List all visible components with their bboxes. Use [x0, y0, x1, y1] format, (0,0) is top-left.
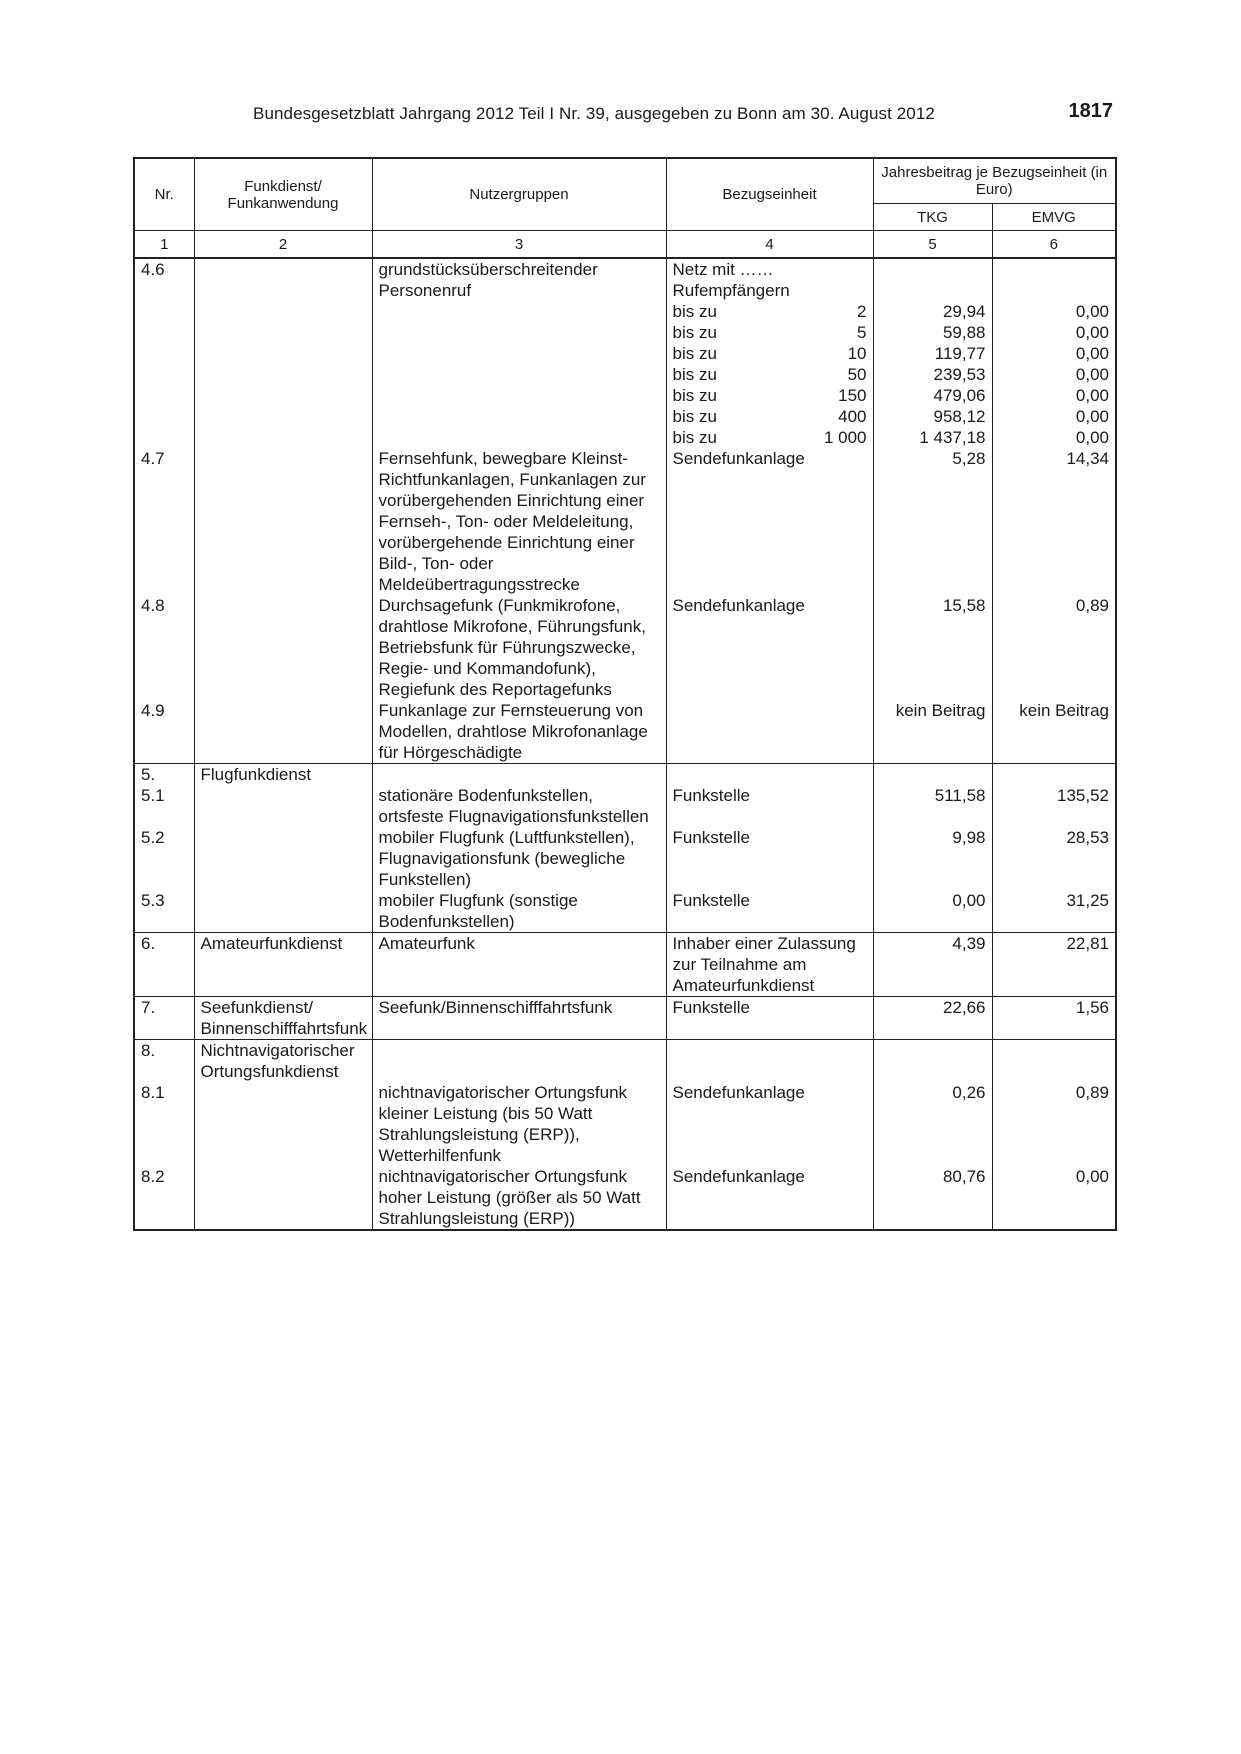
unit-wrap — [673, 448, 867, 469]
cell-emvg: 0,00 — [992, 385, 1116, 406]
cell-service: Seefunkdienst/ Binnenschifffahrtsfunk — [194, 997, 372, 1040]
cell-group: Funkanlage zur Fernsteuerung von Modellen, drahtlose Mikrofonanlage für Hörgeschädigte — [372, 700, 666, 764]
col-number: 2 — [194, 231, 372, 259]
table-row — [134, 997, 1116, 1040]
cell-service — [194, 785, 372, 827]
unit-quantity: 50 — [847, 365, 867, 384]
cell-unit — [666, 1040, 873, 1083]
col-header-bezugseinheit: Bezugseinheit — [666, 158, 873, 231]
table-row — [134, 1040, 1116, 1083]
table-row — [134, 827, 1116, 890]
cell-nr: 5. — [134, 764, 194, 786]
col-number: 6 — [992, 231, 1116, 259]
cell-service — [194, 700, 372, 764]
cell-unit — [666, 258, 873, 301]
cell-unit — [666, 785, 873, 827]
cell-tkg: 479,06 — [873, 385, 992, 406]
unit-wrap — [673, 785, 867, 806]
cell-group — [372, 343, 666, 364]
unit-label: Sendefunkanlage — [672, 1083, 805, 1102]
cell-unit — [666, 997, 873, 1040]
cell-nr — [134, 385, 194, 406]
cell-unit — [666, 764, 873, 786]
unit-label: Funkstelle — [672, 828, 750, 847]
cell-group — [372, 364, 666, 385]
cell-tkg: 15,58 — [873, 595, 992, 700]
cell-emvg: 22,81 — [992, 933, 1116, 997]
table-row — [134, 301, 1116, 322]
cell-tkg: 119,77 — [873, 343, 992, 364]
col-number: 3 — [372, 231, 666, 259]
cell-service — [194, 301, 372, 322]
col-header-nr: Nr. — [134, 158, 194, 231]
cell-group: Amateurfunk — [372, 933, 666, 997]
unit-wrap — [673, 1166, 867, 1187]
cell-group — [372, 406, 666, 427]
cell-nr — [134, 406, 194, 427]
page-number: 1817 — [1068, 100, 1113, 122]
unit-label: bis zu — [672, 428, 717, 447]
table-row — [134, 700, 1116, 764]
cell-unit — [666, 1082, 873, 1166]
unit-quantity: 5 — [857, 323, 867, 342]
cell-unit — [666, 385, 873, 406]
cell-nr: 6. — [134, 933, 194, 997]
col-header-tkg: TKG — [873, 204, 992, 231]
unit-wrap — [673, 933, 867, 996]
cell-service — [194, 448, 372, 595]
cell-nr: 4.9 — [134, 700, 194, 764]
table-row — [134, 385, 1116, 406]
cell-service — [194, 1166, 372, 1230]
cell-group: mobiler Flugfunk (Luftfunkstellen), Flugnavigationsfunk (bewegliche Funkstellen) — [372, 827, 666, 890]
cell-service: Flugfunkdienst — [194, 764, 372, 786]
cell-group: Seefunk/Binnenschifffahrtsfunk — [372, 997, 666, 1040]
cell-tkg: 29,94 — [873, 301, 992, 322]
col-number: 1 — [134, 231, 194, 259]
table-row — [134, 406, 1116, 427]
fee-table — [133, 157, 1117, 1231]
cell-emvg: 0,00 — [992, 301, 1116, 322]
cell-tkg: 239,53 — [873, 364, 992, 385]
unit-wrap — [673, 322, 867, 343]
unit-wrap — [673, 827, 867, 848]
cell-tkg — [873, 764, 992, 786]
cell-group: Durchsagefunk (Funkmikrofone, drahtlose Mikrofone, Führungsfunk, Betriebsfunk für Führungszwecke, Regie- und Kommandofunk), Regiefunk des Reportagefunks — [372, 595, 666, 700]
unit-label: bis zu — [672, 302, 717, 321]
cell-unit — [666, 427, 873, 448]
cell-service: Amateurfunkdienst — [194, 933, 372, 997]
unit-wrap — [673, 595, 867, 616]
cell-emvg: 28,53 — [992, 827, 1116, 890]
col-header-emvg: EMVG — [992, 204, 1116, 231]
table-row — [134, 364, 1116, 385]
cell-tkg: 0,26 — [873, 1082, 992, 1166]
cell-nr: 8.2 — [134, 1166, 194, 1230]
cell-tkg: 511,58 — [873, 785, 992, 827]
cell-emvg: 1,56 — [992, 997, 1116, 1040]
table-row — [134, 1166, 1116, 1230]
table-row — [134, 933, 1116, 997]
cell-nr — [134, 322, 194, 343]
cell-emvg: 135,52 — [992, 785, 1116, 827]
unit-label: bis zu — [672, 323, 717, 342]
cell-service — [194, 258, 372, 301]
cell-service — [194, 406, 372, 427]
cell-nr — [134, 364, 194, 385]
cell-emvg — [992, 1040, 1116, 1083]
unit-wrap — [673, 343, 867, 364]
cell-unit — [666, 343, 873, 364]
unit-wrap — [673, 259, 867, 301]
unit-quantity: 10 — [847, 344, 867, 363]
cell-group — [372, 322, 666, 343]
cell-group — [372, 427, 666, 448]
cell-group — [372, 1040, 666, 1083]
cell-tkg: 1 437,18 — [873, 427, 992, 448]
cell-group: grundstücksüberschreitender Personenruf — [372, 258, 666, 301]
unit-wrap — [673, 406, 867, 427]
cell-service — [194, 343, 372, 364]
cell-service — [194, 595, 372, 700]
table-row — [134, 890, 1116, 933]
cell-unit — [666, 933, 873, 997]
unit-label: Funkstelle — [672, 998, 750, 1017]
table-body — [134, 258, 1116, 1230]
table-row — [134, 322, 1116, 343]
unit-wrap — [673, 890, 867, 911]
cell-nr: 7. — [134, 997, 194, 1040]
cell-emvg: 0,00 — [992, 427, 1116, 448]
unit-wrap — [673, 1082, 867, 1103]
cell-nr: 4.6 — [134, 258, 194, 301]
cell-group — [372, 764, 666, 786]
unit-wrap — [673, 364, 867, 385]
cell-service — [194, 385, 372, 406]
cell-emvg: 0,00 — [992, 322, 1116, 343]
cell-emvg: 0,00 — [992, 1166, 1116, 1230]
unit-quantity: 400 — [838, 407, 867, 426]
table-row — [134, 258, 1116, 301]
cell-emvg — [992, 258, 1116, 301]
table-row — [134, 1082, 1116, 1166]
unit-label: Sendefunkanlage — [672, 449, 805, 468]
unit-wrap — [673, 385, 867, 406]
cell-nr: 8.1 — [134, 1082, 194, 1166]
cell-tkg: 9,98 — [873, 827, 992, 890]
cell-unit — [666, 301, 873, 322]
cell-tkg: kein Beitrag — [873, 700, 992, 764]
table-row — [134, 343, 1116, 364]
col-number: 4 — [666, 231, 873, 259]
unit-label: bis zu — [672, 365, 717, 384]
unit-label: bis zu — [672, 386, 717, 405]
unit-label: Funkstelle — [672, 891, 750, 910]
unit-label: bis zu — [672, 344, 717, 363]
cell-service: Nichtnavigatorischer Ortungsfunkdienst — [194, 1040, 372, 1083]
cell-tkg: 4,39 — [873, 933, 992, 997]
cell-nr: 4.8 — [134, 595, 194, 700]
cell-tkg — [873, 1040, 992, 1083]
table-row — [134, 785, 1116, 827]
cell-emvg: 0,89 — [992, 1082, 1116, 1166]
cell-service — [194, 364, 372, 385]
cell-group: stationäre Bodenfunkstellen, ortsfeste Flugnavigationsfunkstellen — [372, 785, 666, 827]
cell-unit — [666, 448, 873, 595]
cell-unit — [666, 406, 873, 427]
cell-nr: 8. — [134, 1040, 194, 1083]
cell-unit — [666, 1166, 873, 1230]
unit-label: Inhaber einer Zulassung zur Teilnahme am Amateurfunkdienst — [672, 934, 856, 995]
cell-nr — [134, 343, 194, 364]
cell-service — [194, 427, 372, 448]
cell-tkg: 5,28 — [873, 448, 992, 595]
col-header-nutzergruppen: Nutzergruppen — [372, 158, 666, 231]
cell-unit — [666, 700, 873, 764]
cell-tkg — [873, 258, 992, 301]
cell-group: mobiler Flugfunk (sonstige Bodenfunkstellen) — [372, 890, 666, 933]
table-row — [134, 764, 1116, 786]
cell-service — [194, 827, 372, 890]
cell-group: nichtnavigatorischer Ortungsfunk hoher Leistung (größer als 50 Watt Strahlungsleistung (ERP)) — [372, 1166, 666, 1230]
unit-label: Sendefunkanlage — [672, 1167, 805, 1186]
cell-group — [372, 301, 666, 322]
cell-tkg: 59,88 — [873, 322, 992, 343]
cell-tkg: 80,76 — [873, 1166, 992, 1230]
cell-nr: 5.1 — [134, 785, 194, 827]
unit-label: Funkstelle — [672, 786, 750, 805]
table-row — [134, 595, 1116, 700]
cell-unit — [666, 827, 873, 890]
cell-nr: 5.3 — [134, 890, 194, 933]
unit-label: Netz mit …… Rufempfängern — [672, 260, 790, 300]
header-title: Bundesgesetzblatt Jahrgang 2012 Teil I Nr. 39, ausgegeben zu Bonn am 30. August 2012 — [253, 104, 935, 123]
unit-wrap — [673, 997, 867, 1018]
col-header-jahresbeitrag: Jahresbeitrag je Bezugseinheit (in Euro) — [873, 158, 1116, 204]
unit-label: bis zu — [672, 407, 717, 426]
cell-service — [194, 1082, 372, 1166]
cell-tkg: 0,00 — [873, 890, 992, 933]
cell-tkg: 958,12 — [873, 406, 992, 427]
cell-tkg: 22,66 — [873, 997, 992, 1040]
cell-emvg: 0,00 — [992, 343, 1116, 364]
cell-emvg: 0,89 — [992, 595, 1116, 700]
cell-nr: 4.7 — [134, 448, 194, 595]
unit-quantity: 2 — [857, 302, 867, 321]
cell-emvg — [992, 764, 1116, 786]
unit-quantity: 150 — [838, 386, 867, 405]
unit-wrap — [673, 427, 867, 448]
cell-emvg: 14,34 — [992, 448, 1116, 595]
cell-emvg: 31,25 — [992, 890, 1116, 933]
cell-unit — [666, 890, 873, 933]
cell-service — [194, 322, 372, 343]
cell-emvg: 0,00 — [992, 364, 1116, 385]
page-header — [133, 100, 1113, 130]
cell-service — [194, 890, 372, 933]
cell-emvg: kein Beitrag — [992, 700, 1116, 764]
cell-unit — [666, 322, 873, 343]
cell-group: Fernsehfunk, bewegbare Kleinst-Richtfunkanlagen, Funkanlagen zur vorübergehenden Einrichtung einer Fernseh-, Ton- oder Meldeleitung, vorübergehende Einrichtung einer Bild-, Ton- oder Meldeübertragungsstrecke — [372, 448, 666, 595]
cell-group: nichtnavigatorischer Ortungsfunk kleiner Leistung (bis 50 Watt Strahlungsleistung (ERP)), Wetterhilfenfunk — [372, 1082, 666, 1166]
col-number: 5 — [873, 231, 992, 259]
cell-unit — [666, 595, 873, 700]
cell-nr — [134, 427, 194, 448]
table-row — [134, 427, 1116, 448]
unit-quantity: 1 000 — [823, 428, 867, 447]
cell-unit — [666, 364, 873, 385]
table-row — [134, 448, 1116, 595]
col-header-funkdienst: Funkdienst/ Funkanwendung — [194, 158, 372, 231]
cell-emvg: 0,00 — [992, 406, 1116, 427]
cell-nr: 5.2 — [134, 827, 194, 890]
unit-label: Sendefunkanlage — [672, 596, 805, 615]
unit-wrap — [673, 301, 867, 322]
cell-group — [372, 385, 666, 406]
cell-nr — [134, 301, 194, 322]
